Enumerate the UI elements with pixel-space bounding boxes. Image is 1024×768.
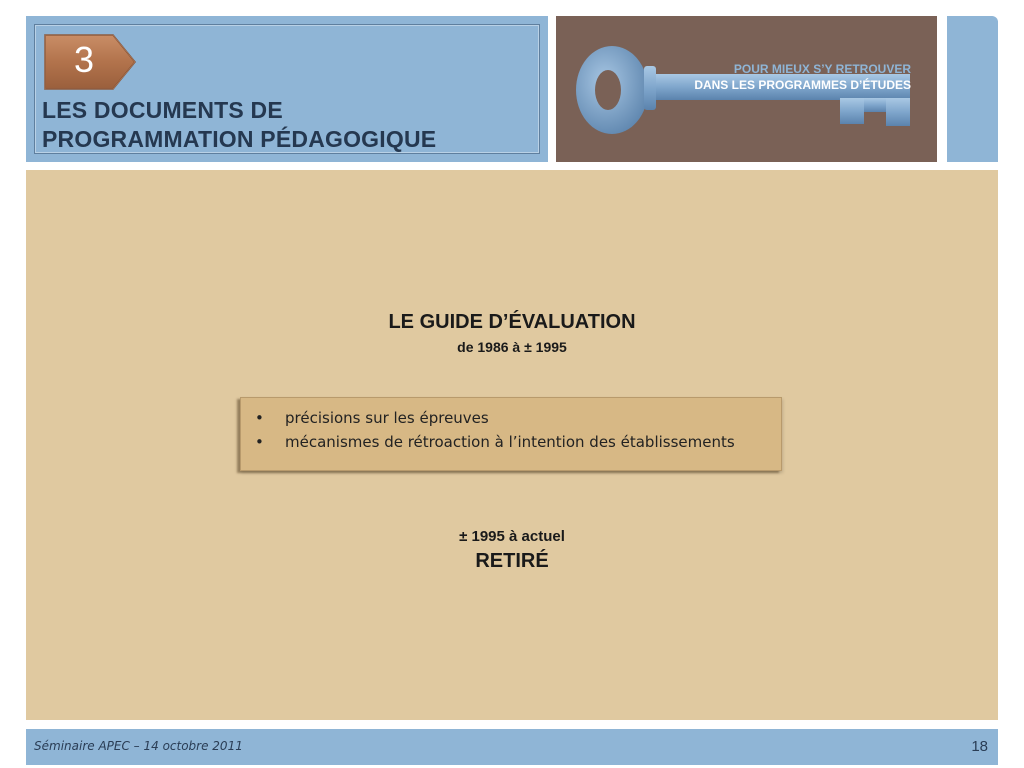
bullet-box	[240, 397, 782, 471]
list-item	[255, 430, 781, 454]
list-item	[255, 406, 781, 430]
page-title-line1: LES DOCUMENTS DE	[42, 97, 283, 123]
status-label: RETIRÉ	[475, 550, 549, 572]
bullet-text: précisions sur les épreuves	[285, 409, 489, 427]
guide-period: de 1986 à ± 1995	[457, 339, 567, 355]
guide-title: LE GUIDE D’ÉVALUATION	[388, 311, 636, 333]
page-number: 18	[971, 738, 988, 755]
header-key-panel	[556, 16, 937, 162]
footer-event: Séminaire APEC – 14 octobre 2011	[34, 739, 243, 753]
tagline-line2: DANS LES PROGRAMMES D’ÉTUDES	[694, 78, 911, 92]
page-title-line2: PROGRAMMATION PÉDAGOGIQUE	[42, 126, 437, 152]
section-badge	[43, 31, 141, 93]
bullet-marker: •	[255, 409, 264, 427]
bullet-marker: •	[255, 433, 264, 451]
later-period: ± 1995 à actuel	[459, 528, 565, 545]
header-accent-strip	[947, 16, 998, 162]
content-panel	[26, 170, 998, 720]
tagline-line1: POUR MIEUX S’Y RETROUVER	[733, 62, 911, 76]
section-number: 3	[73, 39, 95, 80]
header-title-panel	[26, 16, 548, 162]
bullet-text: mécanismes de rétroaction à l’intention des établissements	[285, 433, 735, 451]
page-title	[42, 96, 436, 154]
bullet-list	[241, 398, 781, 454]
footer-bar	[26, 729, 998, 765]
